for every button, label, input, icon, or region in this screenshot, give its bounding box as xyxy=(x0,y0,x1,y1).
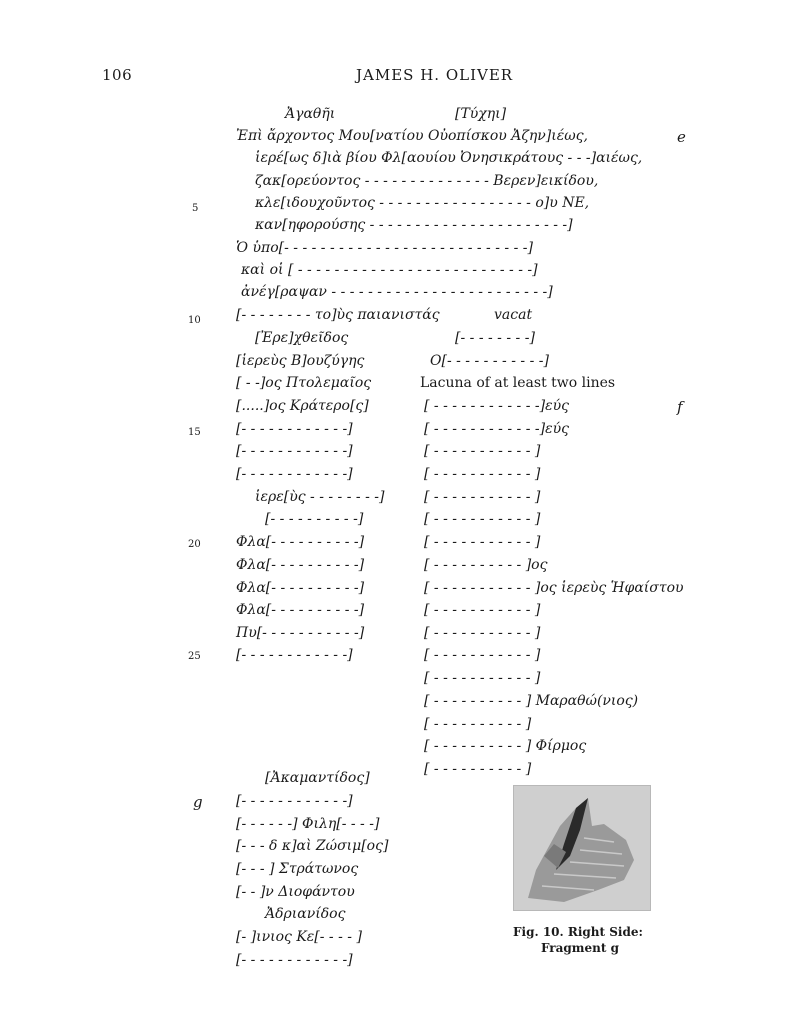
inscription-line: ἱερέ[ως δ]ιὰ βίου Φλ[αουίου Ὀνησικράτους - - -]αιέως, xyxy=(255,150,643,166)
inscription-line: Πυ[- - - - - - - - - - -] xyxy=(236,625,365,641)
line-number-20: 20 xyxy=(188,539,201,550)
inscription-line: [- - - ] Στράτωνος xyxy=(236,861,359,877)
line-number-10: 10 xyxy=(188,315,201,326)
inscription-line: [ - - - - - - - - - - ] xyxy=(424,761,532,777)
inscription-line: Ἀδριανίδος xyxy=(265,906,346,922)
inscription-line: Ο[- - - - - - - - - - -] xyxy=(430,353,549,369)
inscription-line: [ - - - - - - - - - - - ] xyxy=(424,534,541,550)
inscription-line: [ - - - - - - - - - - - ] xyxy=(424,466,541,482)
inscription-line: [ - - - - - - - - - - ] Μαραθώ(νιος) xyxy=(424,693,639,709)
inscription-line: κλε[ιδουχοῦντος - - - - - - - - - - - - - - - - - ο]υ ΝΕ, xyxy=(255,195,590,211)
inscription-line: [ - - - - - - - - - - ]ος xyxy=(424,557,548,573)
margin-mark-g: g xyxy=(193,793,203,811)
figure-caption: Fig. 10. Right Side: xyxy=(513,925,643,939)
inscription-line: [- - - - - - - - το]ὺς παιανιστάς xyxy=(236,307,440,323)
figure-caption: Fragment g xyxy=(541,941,619,955)
inscription-line: [- - - - - - - - - - - -] xyxy=(236,647,353,663)
inscription-line: [ - - - - - - - - - - - ] xyxy=(424,443,541,459)
inscription-line: [- - - - - - - -] xyxy=(455,330,535,346)
inscription-line: Φλα[- - - - - - - - - -] xyxy=(236,602,365,618)
inscription-line: [- - - δ κ]αὶ Ζώσιμ[ος] xyxy=(236,838,389,854)
inscription-line: Φλα[- - - - - - - - - -] xyxy=(236,534,365,550)
inscription-line: [ - - - - - - - - - - ] xyxy=(424,716,532,732)
line-number-15: 15 xyxy=(188,427,201,438)
inscription-line: Ὁ ὑπο[- - - - - - - - - - - - - - - - - - - - - - - - - - -] xyxy=(236,240,533,256)
inscription-line: [- ]ινιος Κε[- - - - ] xyxy=(236,929,362,945)
line-number-25: 25 xyxy=(188,651,201,662)
inscription-line: ζακ[ορεύοντος - - - - - - - - - - - - - - Βερεν]εικίδου, xyxy=(255,173,599,189)
inscription-line: [- - - - - - - - - - - -] xyxy=(236,793,353,809)
inscription-line: Φλα[- - - - - - - - - -] xyxy=(236,557,365,573)
margin-mark-e: e xyxy=(677,128,686,146)
inscription-line: [ - - - - - - - - - - - ] xyxy=(424,647,541,663)
inscription-line: [ - - - - - - - - - - - ]ος ἱερεὺς Ἡφαίστου xyxy=(424,580,684,596)
inscription-line: [ - - - - - - - - - - - -]εύς xyxy=(424,398,569,414)
inscription-line: [ - - - - - - - - - - ] Φίρμος xyxy=(424,738,587,754)
inscription-line: [ - - - - - - - - - - - ] xyxy=(424,511,541,527)
margin-mark-f: f xyxy=(677,398,683,416)
inscription-line: Φλα[- - - - - - - - - -] xyxy=(236,580,365,596)
lacuna-note: Lacuna of at least two lines xyxy=(420,375,616,391)
inscription-line: [ - -]ος Πτολεμαῖος xyxy=(236,375,372,391)
running-head: JAMES H. OLIVER xyxy=(356,66,514,84)
inscription-line: [- - - - - - - - - - - -] xyxy=(236,421,353,437)
inscription-line: [ - - - - - - - - - - - -]εύς xyxy=(424,421,569,437)
vacat-note: vacat xyxy=(494,307,533,323)
inscription-line: [ - - - - - - - - - - - ] xyxy=(424,670,541,686)
inscription-line: ἱερε[ὺς - - - - - - - -] xyxy=(255,489,385,505)
page-number: 106 xyxy=(102,66,133,84)
inscription-line: [Ἐρε]χθεῖδος xyxy=(255,330,349,346)
inscription-line: καν[ηφορούσης - - - - - - - - - - - - - - - - - - - - - -] xyxy=(255,217,573,233)
heading-agathei: Ἀγαθῆι xyxy=(285,106,336,122)
fragment-photo xyxy=(513,785,651,911)
inscription-line: [- - - - - - - - - - - -] xyxy=(236,443,353,459)
inscription-line: [- - - - - - - - - -] xyxy=(265,511,364,527)
inscription-line: [- - - - - - - - - - - -] xyxy=(236,952,353,968)
inscription-line: [.....]ος Κράτερο[ς] xyxy=(236,398,369,414)
inscription-line: [Ἀκαμαντίδος] xyxy=(265,770,370,786)
inscription-line: Ἐπὶ ἄρχοντος Μου[νατίου Οὐοπίσκου Ἀζην]ιέως, xyxy=(236,128,588,144)
inscription-line: καὶ οἱ [ - - - - - - - - - - - - - - - - - - - - - - - - - -] xyxy=(241,262,538,278)
inscription-line: [- - ]ν Διοφάντου xyxy=(236,884,355,900)
inscription-line: [ - - - - - - - - - - - ] xyxy=(424,489,541,505)
inscription-line: [ἱερεὺς Β]ουζύγης xyxy=(236,353,365,369)
inscription-line: [- - - - - -] Φιλη[- - - -] xyxy=(236,816,380,832)
line-number-5: 5 xyxy=(192,203,199,214)
stone-fragment-image xyxy=(514,786,650,910)
inscription-line: [- - - - - - - - - - - -] xyxy=(236,466,353,482)
heading-tychei: [Τύχηι] xyxy=(455,106,507,122)
inscription-line: [ - - - - - - - - - - - ] xyxy=(424,625,541,641)
inscription-line: ἀνέγ[ραψαν - - - - - - - - - - - - - - - - - - - - - - - -] xyxy=(241,284,553,300)
inscription-line: [ - - - - - - - - - - - ] xyxy=(424,602,541,618)
